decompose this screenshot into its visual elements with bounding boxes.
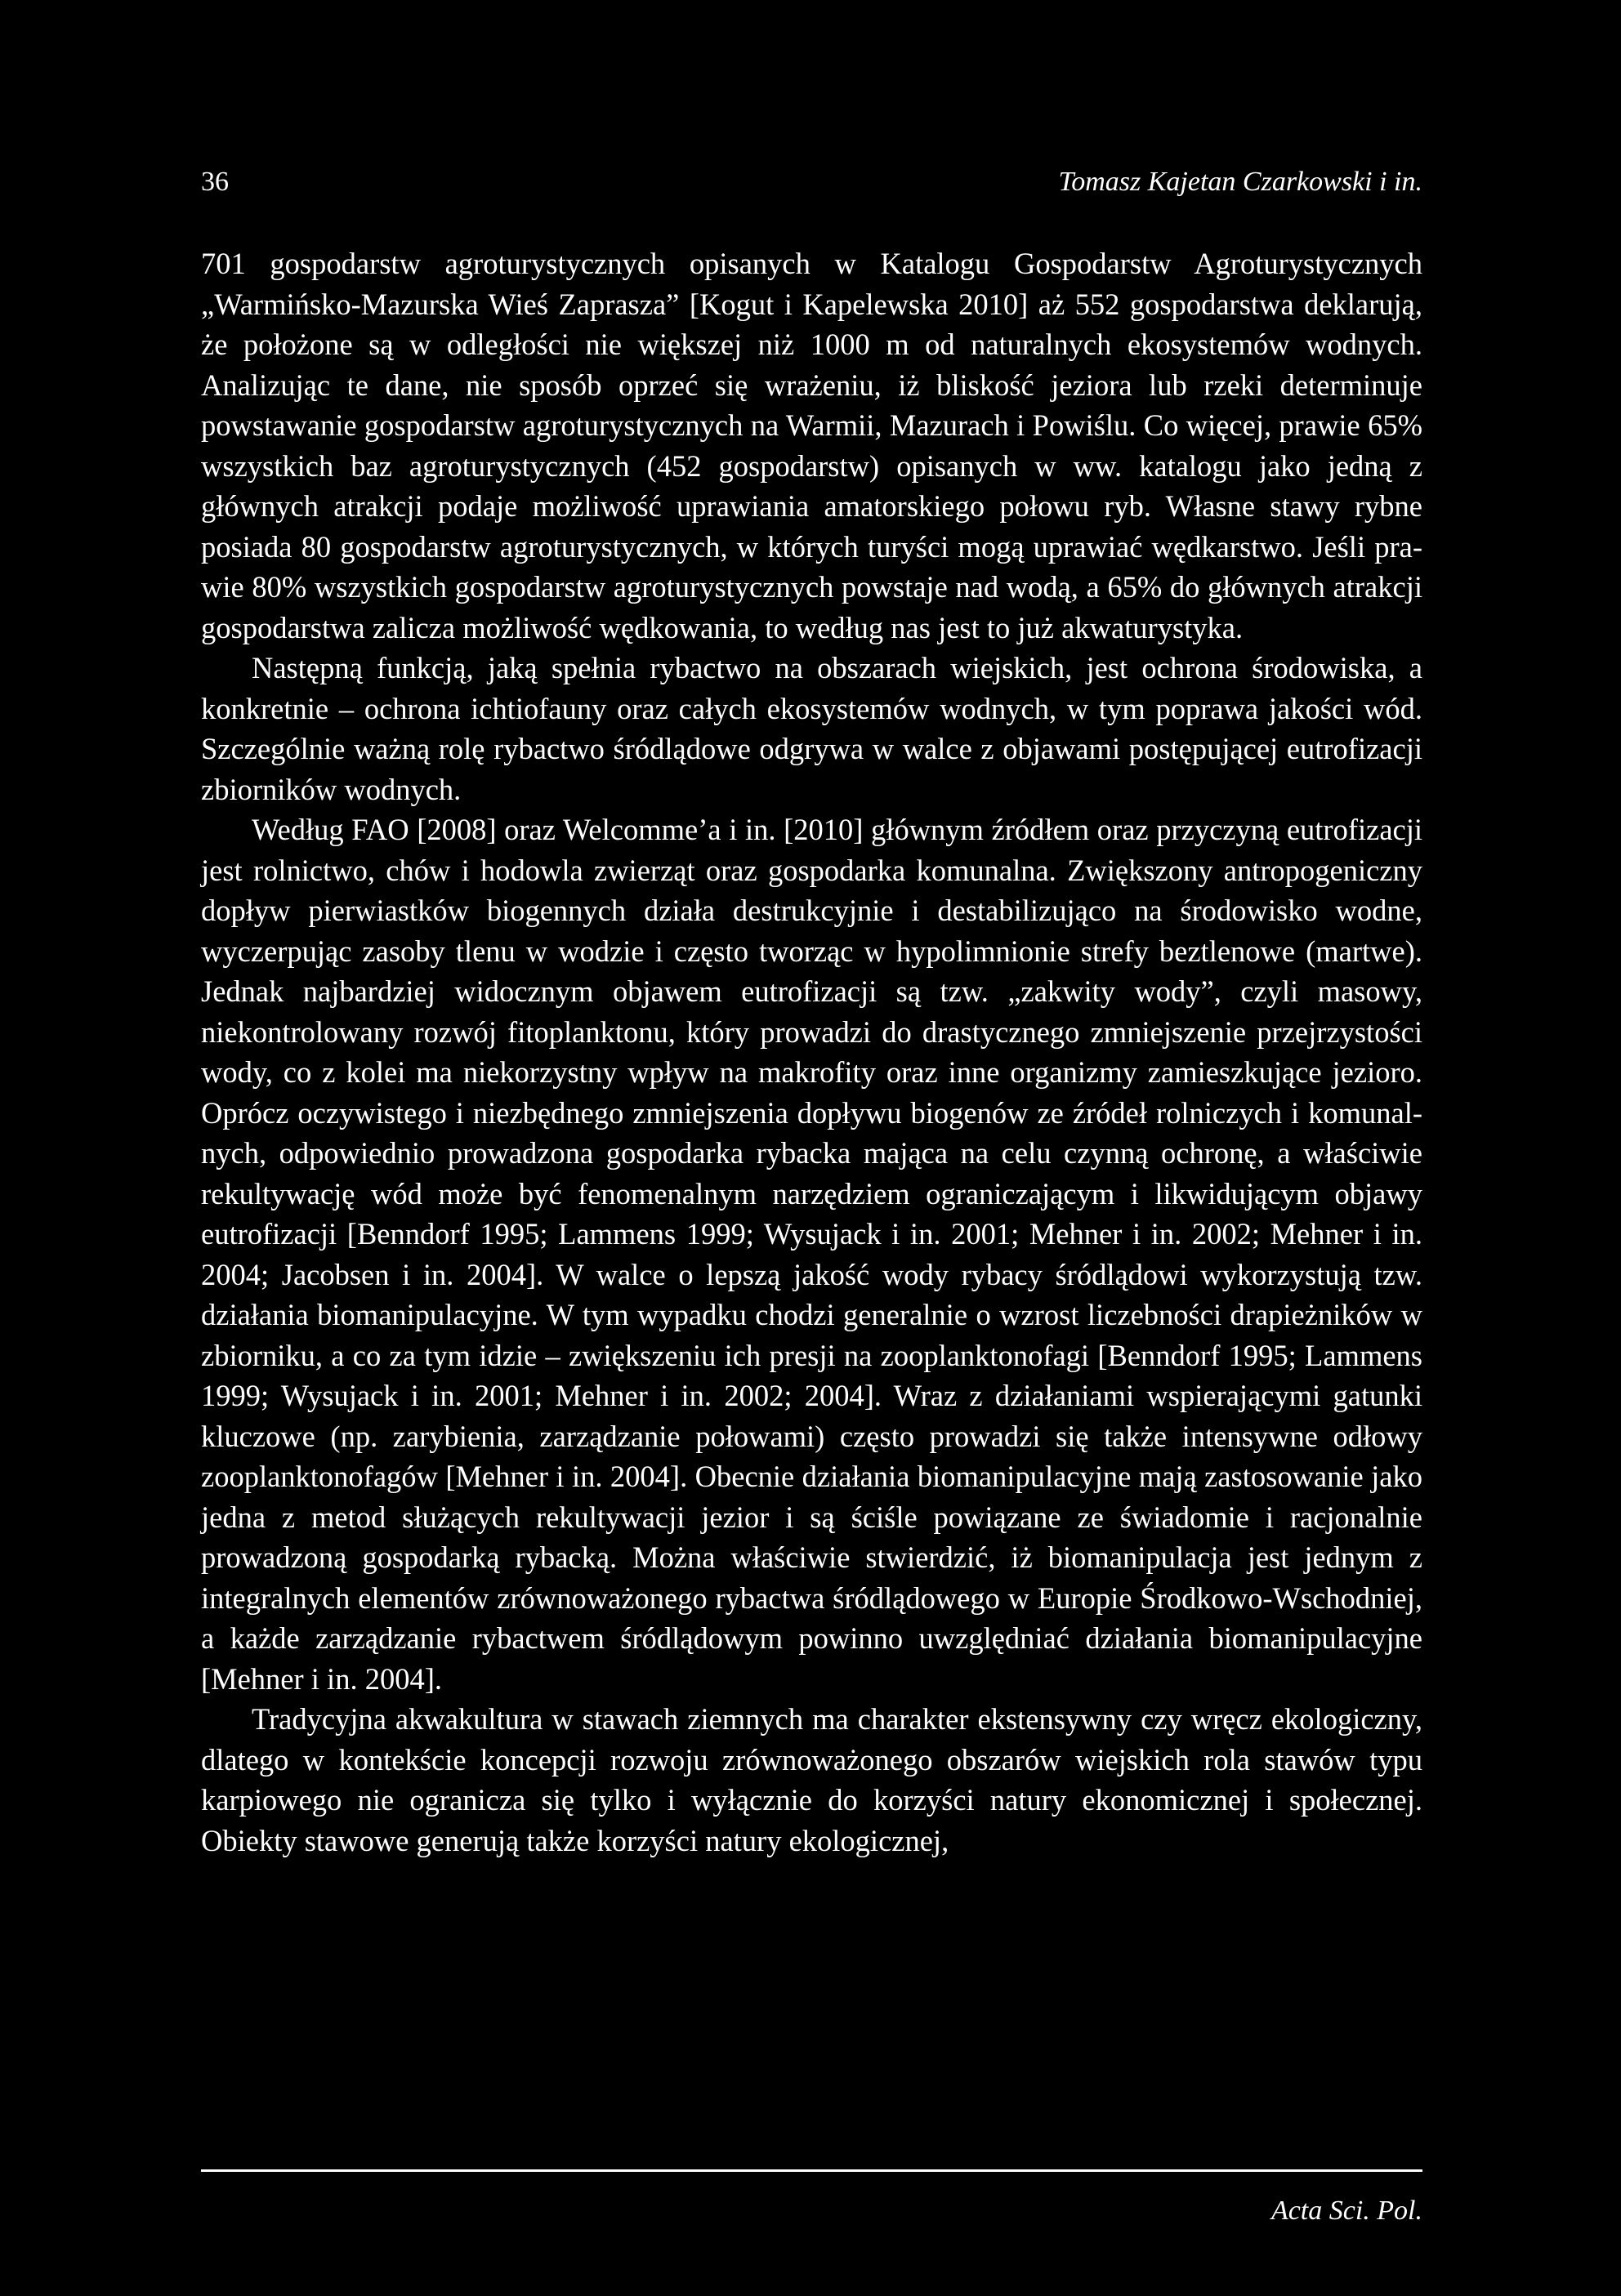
article-body xyxy=(201,243,1422,1861)
paragraph-pond-aquaculture: Tradycyjna akwakultura w stawach ziemnych ma charakter ekstensywny czy wręcz ekologiczny, dlatego w kontekście koncepcji rozwoju zrównoważonego obszarów wiejskich rola stawów typu karpiowego nie ogranicza się tylko i wyłącznie do korzyści natury ekonomicznej i społecznej. Obiekty stawowe generują także korzyści natury ekologicznej, xyxy=(201,1702,1422,1857)
journal-name: Acta Sci. Pol. xyxy=(1270,2196,1422,2226)
page-number: 36 xyxy=(201,167,229,197)
running-head-authors: Tomasz Kajetan Czarkowski i in. xyxy=(1058,167,1422,197)
footer-divider xyxy=(201,2169,1422,2172)
page-header xyxy=(201,162,1422,203)
paragraph-agrotourism: 701 gospodarstw agroturystycznych opisanych w Katalogu Gospodarstw Agroturystycznych „Warmińsko-Mazurska Wieś Zaprasza” [Kogut i Kapelewska 2010] aż 552 gospodarstwa deklarują, że położone są w odległości nie większej niż 1000 m od naturalnych ekosystemów wodnych. Analizując te dane, nie sposób oprzeć się wrażeniu, iż bliskość jeziora lub rzeki determinuje powstawanie gospodarstw agroturystycznych na Warmii, Mazurach i Powiślu. Co więcej, prawie 65% wszystkich baz agroturystycznych (452 gospodarstw) opisanych w ww. katalogu jako jedną z głównych atrakcji podaje możliwość uprawiania amatorskiego połowu ryb. Własne stawy rybne posiada 80 gospodarstw agroturystycznych, w których turyści mogą uprawiać wędkarstwo. Jeśli prawie 80% wszystkich gospodarstw agroturystycznych powstaje nad wodą, a 65% do głównych atrakcji gospodarstwa zalicza możliwość wędkowania, to według nas jest to już akwaturystyka. xyxy=(201,247,1422,644)
paragraph-environment-protection: Następną funkcją, jaką spełnia rybactwo na obszarach wiejskich, jest ochrona środowiska, a konkretnie – ochrona ichtiofauny oraz całych ekosystemów wodnych, w tym poprawa jakości wód. Szczególnie ważną rolę rybactwo śródlądowe odgrywa w walce z objawami postępującej eutrofizacji zbiorników wodnych. xyxy=(201,651,1422,806)
paragraph-eutrophication: Według FAO [2008] oraz Welcomme’a i in. [2010] głównym źródłem oraz przyczyną eutrofizacji jest rolnictwo, chów i hodowla zwierząt oraz gospodarka komunalna. Zwiększony antropogeniczny dopływ pierwiastków biogennych działa destrukcyjnie i destabilizująco na środowisko wodne, wyczerpując zasoby tlenu w wodzie i często tworząc w hypolimnionie strefy beztlenowe (martwe). Jednak najbardziej widocznym objawem eutrofizacji są tzw. „zakwity wody”, czyli masowy, niekontrolowany rozwój fitoplanktonu, który prowadzi do drastycznego zmniejszenie przejrzystości wody, co z kolei ma niekorzystny wpływ na makrofity oraz inne organizmy zamieszkujące jezioro. Oprócz oczywistego i niezbędnego zmniejszenia dopływu biogenów ze źródeł rolniczych i komunalnych, odpowiednio prowadzona gospodarka rybacka mająca na celu czynną ochronę, a właściwie rekultywację wód może być fenomenalnym narzędziem ograniczającym i likwidującym objawy eutrofizacji [Benndorf 1995; Lammens 1999; Wysujack i in. 2001; Mehner i in. 2002; Mehner i in. 2004; Jacobsen i in. 2004]. W walce o lepszą jakość wody rybacy śródlądowi wykorzystują tzw. działania biomanipulacyjne. W tym wypadku chodzi generalnie o wzrost liczebności drapieżników w zbiorniku, a co za tym idzie – zwiększeniu ich presji na zooplanktonofagi [Benndorf 1995; Lammens 1999; Wysujack i in. 2001; Mehner i in. 2002; 2004]. Wraz z działaniami wspierającymi gatunki kluczowe (np. zarybienia, zarządzanie połowami) często prowadzi się także intensywne odłowy zooplanktonofagów [Mehner i in. 2004]. Obecnie działania biomanipulacyjne mają zastosowanie jako jedna z metod służących rekultywacji jezior i są ściśle powiązane ze świadomie i racjonalnie prowadzoną gospodarką rybacką. Można właściwie stwierdzić, iż biomanipulacja jest jednym z integralnych elementów zrównoważonego rybactwa śródlądowego w Europie Środkowo-Wschodniej, a każde zarządzanie rybactwem śródlądowym powinno uwzględniać działania biomanipulacyjne [Mehner i in. 2004]. xyxy=(201,813,1422,1696)
